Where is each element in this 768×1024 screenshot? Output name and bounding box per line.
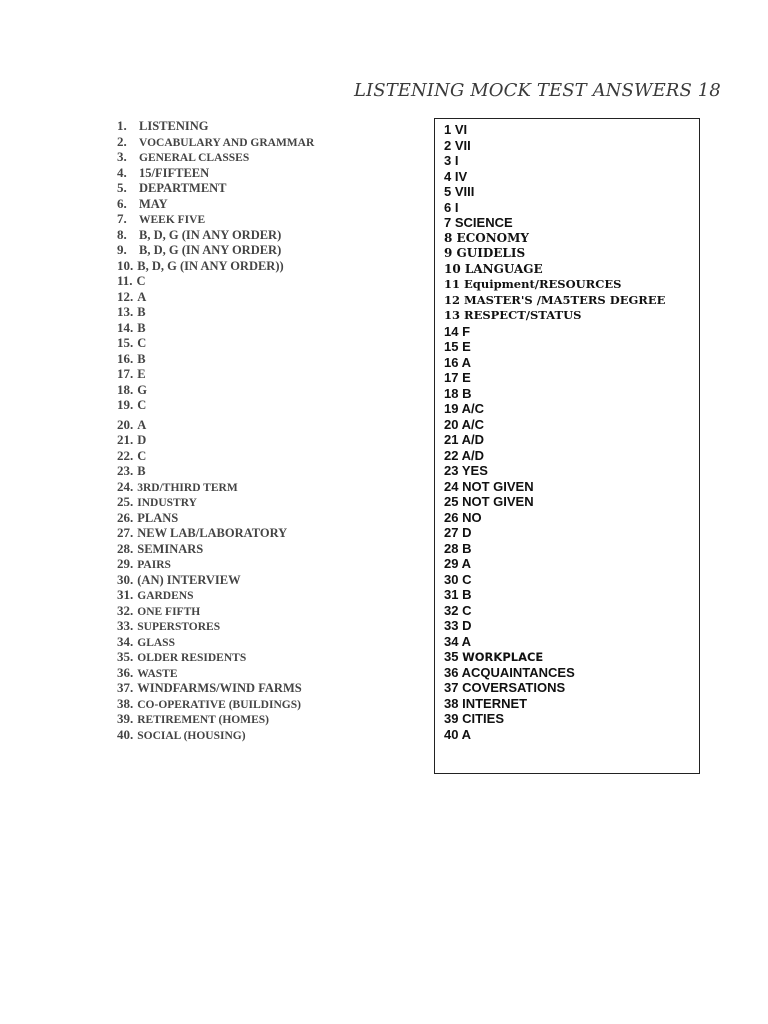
right-answer-item [444,231,665,247]
question-number: 4. [117,164,127,180]
left-answer-item [117,618,314,634]
question-number: 9. [117,242,127,257]
answer-text: C [137,448,147,463]
question-number: 4 [444,168,452,184]
question-number: 21. [117,432,134,447]
answer-text: A/C [461,416,484,432]
question-number: 13 [444,308,461,322]
right-answer-item [444,448,665,464]
answer-text: C [137,398,147,412]
right-answer-item [444,262,665,278]
question-number: 23 [444,463,459,478]
right-answer-item [444,618,665,634]
left-answer-list [117,118,314,742]
answer-text: WINDFARMS/WIND FARMS [137,681,302,695]
question-number: 27. [117,525,134,540]
question-number: 38. [117,695,134,711]
question-number: 29. [117,556,134,571]
left-answer-item [117,134,314,150]
question-number: 35. [117,649,134,664]
question-number: 17 [444,370,459,385]
answer-text: INTERNET [462,695,528,711]
right-answer-item [444,463,665,479]
question-number: 12 [444,292,461,307]
answer-text: RESPECT/STATUS [464,308,582,322]
answer-text: WASTE [137,667,178,680]
answer-text: A/D [461,447,484,463]
question-number: 26. [117,509,134,525]
answer-text: D [462,525,472,540]
question-number: 37. [117,680,134,695]
question-number: 29 [444,556,459,571]
answer-text: ONE FIFTH [137,605,201,618]
right-answer-item [444,665,665,681]
right-answer-item [444,649,665,665]
right-answer-item [444,680,665,696]
question-number: 26 [444,509,459,525]
left-answer-item [117,397,314,413]
question-number: 28. [117,540,134,556]
answer-text: Equipment/RESOURCES [464,277,622,291]
left-answer-item [117,165,314,181]
question-number: 34 [444,633,459,649]
answer-text: C [462,602,472,618]
question-number: 12. [117,288,134,304]
answer-text: GUIDELIS [456,246,526,260]
right-answer-item [444,603,665,619]
answer-text: A [461,354,471,370]
left-answer-item [117,432,314,448]
answer-text: B [137,464,146,478]
left-answer-item [117,196,314,212]
answer-text: INDUSTRY [137,497,197,509]
right-answer-item [444,355,665,371]
right-answer-item [444,122,665,138]
left-answer-item [117,696,314,712]
right-answer-item [444,556,665,572]
question-number: 37 [444,680,459,695]
question-number: 15 [444,339,459,354]
answer-text: 3RD/THIRD TERM [137,481,238,494]
answer-text: A [461,726,471,742]
question-number: 39. [117,711,134,726]
answer-text: OLDER RESIDENTS [137,652,247,664]
answer-text: C [462,571,472,587]
answer-text: WORKPLACE [462,650,544,664]
question-number: 23. [117,463,134,478]
answer-text: A/C [461,401,484,416]
question-number: 34. [117,633,134,649]
answer-text: E [462,339,471,354]
answer-text: GENERAL CLASSES [139,152,250,164]
question-number: 36. [117,664,134,680]
answer-text: B, D, G (IN ANY ORDER) [139,227,282,242]
question-number: 33 [444,618,459,633]
right-answer-item [444,572,665,588]
left-answer-item [117,494,314,510]
question-number: 31. [117,587,134,602]
answer-text: A [137,289,147,304]
question-number: 22 [444,447,459,463]
right-answer-item [444,634,665,650]
answer-text: WEEK FIVE [139,214,206,226]
left-answer-item [117,711,314,727]
answer-text: E [137,367,146,381]
answer-text: LISTENING [139,119,209,133]
question-number: 13. [117,304,134,319]
question-number: 36 [444,664,459,680]
left-answer-item [117,335,314,351]
answer-text: B [137,351,146,366]
left-answer-item [117,258,314,274]
answer-text: C [136,274,146,288]
answer-text: A [461,633,471,649]
answer-text: ACQUAINTANCES [461,664,575,680]
page-title: LISTENING MOCK TEST ANSWERS 18 [354,80,721,101]
left-answer-item [117,242,314,258]
right-answer-item [444,324,665,340]
answer-text: SEMINARS [137,541,204,556]
question-number: 22. [117,447,134,463]
right-answer-item [444,200,665,216]
answer-text: SUPERSTORES [137,621,221,633]
answer-text: B, D, G (IN ANY ORDER)) [137,258,284,273]
left-answer-item [117,417,314,433]
question-number: 11. [117,273,133,288]
answer-text: LANGUAGE [464,261,543,276]
left-answer-item [117,273,314,289]
answer-text: (AN) INTERVIEW [137,572,241,587]
left-answer-item [117,587,314,603]
right-answer-item [444,696,665,712]
left-answer-item [117,304,314,320]
answer-text: F [462,323,471,339]
answer-text: GARDENS [137,590,194,602]
question-number: 25 [444,494,459,509]
answer-text: B [137,320,146,335]
answer-text: A/D [461,432,484,447]
answer-text: NOT GIVEN [462,494,534,509]
question-number: 24. [117,478,134,494]
question-number: 40. [117,726,134,742]
question-number: 10. [117,257,134,273]
answer-text: A [137,417,147,432]
left-answer-item [117,541,314,557]
question-number: 3. [117,149,127,164]
left-answer-item [117,572,314,588]
question-number: 15. [117,335,134,350]
left-answer-item [117,556,314,572]
right-answer-item [444,432,665,448]
question-number: 20 [444,416,459,432]
question-number: 20. [117,416,134,432]
question-number: 32. [117,602,134,618]
question-number: 6. [117,195,127,211]
right-answer-item [444,386,665,402]
answer-text: C [137,336,147,350]
answer-text: B, D, G (IN ANY ORDER) [139,243,282,257]
right-answer-item [444,246,665,262]
question-number: 11 [444,277,461,291]
answer-text: CO-OPERATIVE (BUILDINGS) [137,698,301,711]
question-number: 35 [444,649,459,664]
left-answer-item [117,680,314,696]
left-answer-item [117,463,314,479]
answer-text: E [462,370,471,385]
answer-text: I [454,199,459,215]
right-answer-item [444,277,665,293]
answer-text: G [137,382,147,397]
question-number: 27 [444,525,459,540]
question-number: 7 [444,215,452,230]
answer-text: COVERSATIONS [462,680,566,695]
question-number: 33. [117,618,134,633]
question-number: 18 [444,385,459,401]
question-number: 10 [444,261,461,276]
question-number: 21 [444,432,459,447]
right-answer-item [444,169,665,185]
right-answer-item [444,525,665,541]
left-answer-item [117,289,314,305]
question-number: 28 [444,540,459,556]
right-answer-item [444,293,665,309]
left-answer-item [117,510,314,526]
right-answer-item [444,417,665,433]
left-answer-item [117,118,314,134]
question-number: 38 [444,695,459,711]
right-answer-item [444,370,665,386]
question-number: 8 [444,230,453,245]
question-number: 1. [117,118,127,133]
question-number: 14. [117,319,134,335]
question-number: 8. [117,226,127,242]
question-number: 17. [117,366,134,381]
question-number: 16 [444,354,459,370]
left-answer-item [117,211,314,227]
answer-text: B [462,540,472,556]
question-number: 24 [444,478,459,494]
question-number: 2. [117,133,127,149]
answer-text: ECONOMY [456,230,529,245]
right-answer-item [444,153,665,169]
answer-text: PAIRS [137,559,171,571]
question-number: 6 [444,199,452,215]
question-number: 3 [444,153,452,168]
left-answer-item [117,320,314,336]
right-answer-item [444,587,665,603]
question-number: 30. [117,571,134,587]
question-number: 18. [117,381,134,397]
answer-text: B [137,305,146,319]
right-answer-item [444,138,665,154]
left-answer-item [117,366,314,382]
answer-text: B [462,385,472,401]
answer-text: A [461,556,471,571]
answer-text: VOCABULARY AND GRAMMAR [139,136,315,149]
left-answer-item [117,649,314,665]
left-answer-item [117,525,314,541]
answer-text: 15/FIFTEEN [139,165,210,180]
question-number: 19 [444,401,459,416]
answer-text: VII [454,137,471,153]
left-answer-item [117,727,314,743]
right-answer-item [444,215,665,231]
left-answer-item [117,634,314,650]
question-number: 1 [444,122,452,137]
answer-text: I [454,153,459,168]
right-answer-item [444,711,665,727]
left-answer-item [117,351,314,367]
answer-text: DEPARTMENT [139,181,227,195]
right-answer-item [444,184,665,200]
right-answer-item [444,339,665,355]
question-number: 5 [444,184,452,199]
left-answer-item [117,149,314,165]
answer-text: NO [462,509,482,525]
left-answer-item [117,227,314,243]
answer-text: SCIENCE [454,215,513,230]
left-answer-item [117,382,314,398]
right-answer-item [444,308,665,324]
answer-text: RETIREMENT (HOMES) [137,714,269,726]
left-answer-item [117,665,314,681]
answer-text: MASTER'S /MA5TERS DEGREE [464,292,666,307]
question-number: 32 [444,602,459,618]
question-number: 5. [117,180,127,195]
right-answer-item [444,401,665,417]
right-answer-item [444,510,665,526]
question-number: 2 [444,137,452,153]
question-number: 14 [444,323,459,339]
question-number: 7. [117,211,127,226]
left-answer-item [117,603,314,619]
answer-text: GLASS [137,636,175,649]
answer-text: NOT GIVEN [462,478,534,494]
question-number: 25. [117,494,134,509]
right-answer-item [444,479,665,495]
answer-text: MAY [139,196,168,211]
answer-text: IV [454,168,468,184]
right-answer-item [444,494,665,510]
question-number: 31 [444,587,459,602]
answer-text: B [462,587,472,602]
left-answer-item [117,479,314,495]
right-answer-list [444,122,665,742]
left-answer-item [117,448,314,464]
answer-text: VIII [454,184,475,199]
answer-text: CITIES [462,711,504,726]
answer-text: NEW LAB/LABORATORY [137,526,288,540]
question-number: 40 [444,726,459,742]
answer-text: D [462,618,472,633]
answer-text: SOCIAL (HOUSING) [137,729,246,742]
left-answer-item [117,180,314,196]
answer-text: VI [454,122,468,137]
right-answer-item [444,541,665,557]
question-number: 16. [117,350,134,366]
question-number: 30 [444,571,459,587]
answer-text: D [137,433,147,447]
right-answer-item [444,727,665,743]
answer-text: YES [461,463,488,478]
question-number: 19. [117,397,134,412]
answer-text: PLANS [137,510,179,525]
question-number: 39 [444,711,459,726]
question-number: 9 [444,246,453,260]
